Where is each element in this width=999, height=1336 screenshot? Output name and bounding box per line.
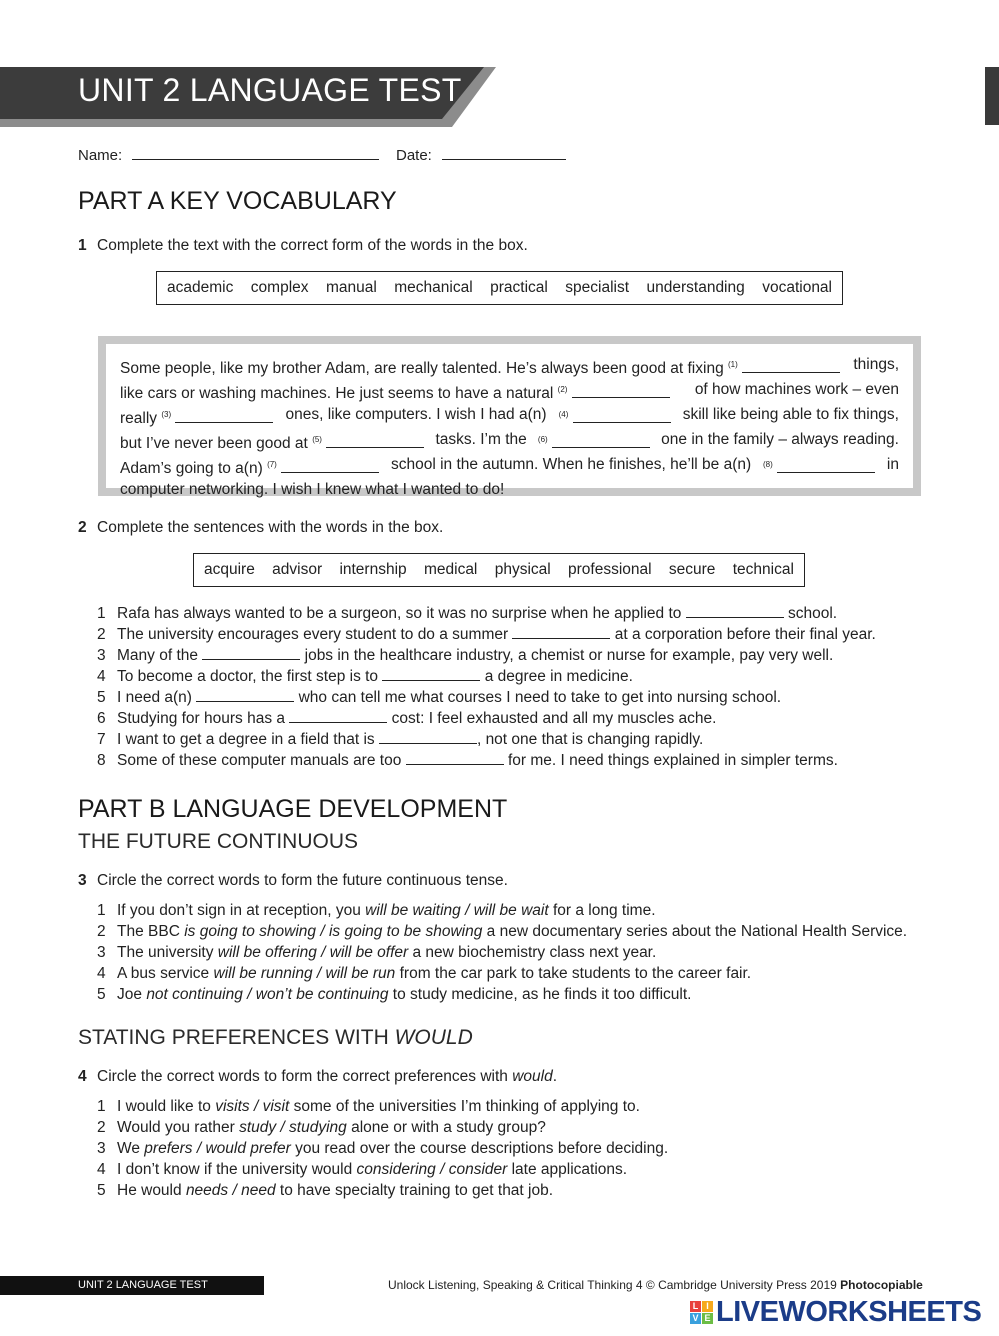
list-item: 5 Joe not continuing / won’t be continuing to study medicine, as he finds it too difficult. [97,986,692,1003]
word: secure [668,561,716,578]
answer-choice[interactable]: will be running / will be run [213,965,396,982]
word: advisor [272,561,323,578]
answer-blank[interactable] [196,687,294,702]
list-item: 2 The BBC is going to showing / is going to be showing a new documentary series about the National Health Service. [97,923,908,940]
list-item: 4 A bus service will be running / will be run from the car park to take students to the career fair. [97,965,752,982]
answer-blank[interactable] [202,645,300,660]
word: medical [423,561,478,578]
gap-6-blank[interactable] [552,433,650,448]
word: complex [250,279,309,296]
logo-mark-icon: L I V E [690,1301,713,1324]
list-item: 8 Some of these computer manuals are too for me. I need things explained in simpler terms. [97,752,838,769]
answer-blank[interactable] [289,708,387,723]
list-item: 3 Many of the jobs in the healthcare industry, a chemist or nurse for example, pay very well. [97,647,834,664]
name-field[interactable] [132,145,379,160]
name-label: Name: [78,147,123,164]
gap-fill-text [98,336,921,496]
text-line: really $^{(3)}$ ones, like computers. I wish I had a(n) $^{(4)}$ skill like being able to fix things, [120,406,899,427]
gap-8-blank[interactable] [777,458,875,473]
answer-choice[interactable]: study / studying [239,1119,347,1136]
word: specialist [565,279,630,296]
name-field-row [78,145,379,164]
word-box-1 [156,271,843,305]
list-item: 3 We prefers / would prefer you read over the course descriptions before deciding. [97,1140,669,1157]
word: acquire [204,561,255,578]
exercise-number: 3 [78,872,87,889]
date-label: Date: [396,147,432,164]
part-a-heading: PART A KEY VOCABULARY [78,187,397,215]
edge-tab [985,67,999,125]
gap-5-blank[interactable] [326,433,424,448]
liveworksheets-logo[interactable] [690,1296,981,1329]
date-field-row [396,145,566,164]
gap-4-blank[interactable] [573,408,671,423]
exercise-2-items [97,603,876,771]
word: manual [325,279,377,296]
answer-choice[interactable]: is going to showing / is going to be showing [184,923,483,940]
answer-choice[interactable]: not continuing / won’t be continuing [146,986,389,1003]
section-heading-preferences: STATING PREFERENCES WITH WOULD [78,1026,473,1049]
exercise-number: 1 [78,237,87,254]
text-line: Adam’s going to a(n) $^{(7)}$ school in the autumn. When he finishes, he’ll be a(n) $^{(8)}$ in [120,456,899,477]
answer-blank[interactable] [686,603,784,618]
page-title: UNIT 2 LANGUAGE TEST [78,72,462,108]
exercise-3-instruction: 3 Circle the correct words to form the future continuous tense. [78,872,508,889]
list-item: 1 Rafa has always wanted to be a surgeon, so it was no surprise when he applied to school. [97,605,838,622]
list-item: 4 To become a doctor, the first step is to a degree in medicine. [97,668,633,685]
text-line: but I’ve never been good at $^{(5)}$ tasks. I’m the $^{(6)}$ one in the family – always reading. [120,431,899,452]
exercise-4-instruction: 4 Circle the correct words to form the correct preferences with would. [78,1068,558,1085]
answer-choice[interactable]: prefers / would prefer [144,1140,291,1157]
answer-choice[interactable]: visits / visit [215,1098,290,1115]
word: internship [339,561,407,578]
list-item: 5 I need a(n) who can tell me what courses I need to take to get into nursing school. [97,689,782,706]
answer-blank[interactable] [382,666,480,681]
section-heading-future-continuous: THE FUTURE CONTINUOUS [78,830,358,853]
list-item: 5 He would needs / need to have specialty training to get that job. [97,1182,554,1199]
list-item: 3 The university will be offering / will be offer a new biochemistry class next year. [97,944,657,961]
gap-3-blank[interactable] [175,408,273,423]
list-item: 4 I don’t know if the university would considering / consider late applications. [97,1161,628,1178]
word: physical [494,561,551,578]
list-item: 2 Would you rather study / studying alone or with a study group? [97,1119,546,1136]
word: professional [568,561,652,578]
answer-choice[interactable]: will be waiting / will be wait [365,902,549,919]
answer-choice[interactable]: will be offering / will be offer [217,944,409,961]
answer-choice[interactable]: needs / need [185,1182,276,1199]
text-line: computer networking. I wish I knew what I wanted to do! [120,481,505,498]
logo-text: LIVEWORKSHEETS [716,1296,982,1328]
list-item: 2 The university encourages every student to do a summer at a corporation before their final year. [97,626,876,643]
word: technical [732,561,794,578]
answer-choice[interactable]: considering / consider [356,1161,508,1178]
answer-blank[interactable] [406,750,504,765]
footer-credit: Unlock Listening, Speaking & Critical Thinking 4 © Cambridge University Press 2019 Photocopiable [388,1278,923,1292]
list-item: 1 If you don’t sign in at reception, you will be waiting / will be wait for a long time. [97,902,656,919]
list-item: 6 Studying for hours has a cost: I feel exhausted and all my muscles ache. [97,710,717,727]
list-item: 1 I would like to visits / visit some of the universities I’m thinking of applying to. [97,1098,640,1115]
answer-blank[interactable] [512,624,610,639]
gap-1-blank[interactable] [742,358,840,373]
list-item: 7 I want to get a degree in a field that is , not one that is changing rapidly. [97,731,704,748]
exercise-number: 4 [78,1068,87,1085]
answer-blank[interactable] [379,729,477,744]
text-line: like cars or washing machines. He just seems to have a natural $^{(2)}$ of how machines work – even [120,381,899,402]
gap-7-blank[interactable] [281,458,379,473]
word-box-2 [193,553,805,587]
footer-unit-label: UNIT 2 LANGUAGE TEST [0,1276,264,1295]
word: practical [490,279,548,296]
word: mechanical [394,279,473,296]
date-field[interactable] [442,145,566,160]
exercise-2-instruction: 2 Complete the sentences with the words in the box. [78,519,444,536]
word: understanding [646,279,745,296]
exercise-3-items [97,900,907,1005]
text-line: Some people, like my brother Adam, are really talented. He’s always been good at fixing $^{(1)}$ things, [120,356,899,377]
exercise-1-instruction: 1 Complete the text with the correct form of the words in the box. [78,237,528,254]
part-b-heading: PART B LANGUAGE DEVELOPMENT [78,795,508,823]
gap-2-blank[interactable] [572,383,670,398]
exercise-4-items [97,1096,668,1201]
word: academic [167,279,234,296]
exercise-number: 2 [78,519,87,536]
word: vocational [762,279,832,296]
